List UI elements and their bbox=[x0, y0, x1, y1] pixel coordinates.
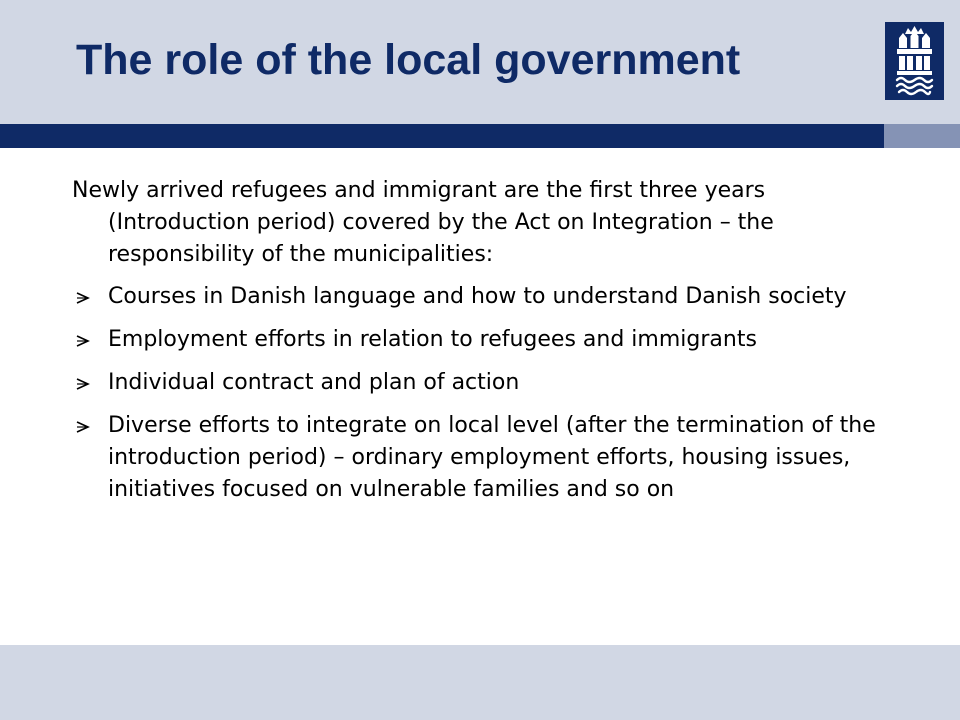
bullet-text: Courses in Danish language and how to understand Danish society bbox=[108, 284, 847, 309]
slide-title: The role of the local government bbox=[76, 36, 741, 84]
arrowhead-bullet-icon bbox=[76, 292, 90, 304]
intro-paragraph: Newly arrived refugees and immigrant are the first three years (Introduction period) covered by the Act on Integration – the responsibility of the municipalities: bbox=[72, 178, 774, 267]
bullet-item bbox=[72, 324, 902, 356]
arrowhead-bullet-icon bbox=[76, 335, 90, 347]
bullet-text: Employment efforts in relation to refugees and immigrants bbox=[108, 327, 757, 352]
slide-body bbox=[72, 175, 902, 517]
header-rule-accent bbox=[884, 124, 960, 148]
header-rule bbox=[0, 124, 884, 148]
bullet-item bbox=[72, 281, 902, 313]
arrowhead-bullet-icon bbox=[76, 378, 90, 390]
bullet-item bbox=[72, 410, 902, 506]
footer-band bbox=[0, 645, 960, 720]
bullet-text: Individual contract and plan of action bbox=[108, 370, 520, 395]
bullet-text: Diverse efforts to integrate on local level (after the termination of the introduction period) – ordinary employment efforts, housing issues, initiatives focused on vulnerable families and so on bbox=[108, 413, 876, 502]
arrowhead-bullet-icon bbox=[76, 421, 90, 433]
bullet-item bbox=[72, 367, 902, 399]
city-coat-of-arms-icon bbox=[885, 22, 944, 100]
